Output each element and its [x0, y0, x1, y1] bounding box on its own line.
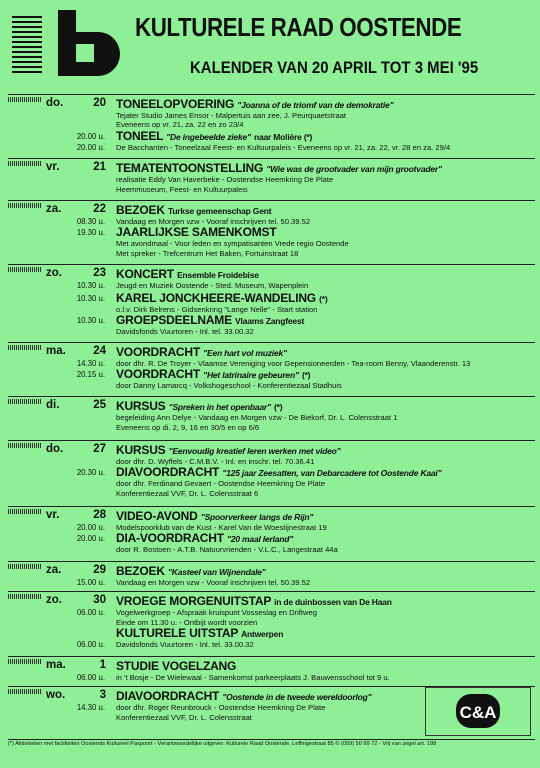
event-detail: Vogelwerkgroep - Afspraak kruispunt Vosseslag en Driftweg	[116, 608, 317, 617]
event-title: VIDEO-AVOND	[116, 509, 198, 523]
event-line	[116, 313, 304, 327]
event-line	[116, 291, 327, 305]
event-subtitle: "Spreken in het openbaar"	[168, 402, 271, 412]
event-subtitle: "Joanna of de triomf van de demokratie"	[237, 100, 394, 110]
sponsor-logo-box	[425, 687, 531, 736]
footer-note: (*) Aktiviteiten met faciliteiten Oostends Kultureel Paspoort - Verantwoordelijke uitgever: Kulturele Raad Oostende, Leffingestraat 85 © (059) 50 99 72 - Vrij van zegel art. 198	[8, 739, 535, 747]
event-detail: door dhr. Ferdinand Gevaert - Oostendse Heemkring De Plate	[116, 479, 325, 488]
day-date: 27	[93, 443, 106, 455]
event-detail: Tejater Studio James Ensor - Malpertuis aan zee, J. Peurquaetstraat	[116, 111, 347, 120]
event-line	[116, 659, 236, 673]
event-subtitle: "Een hart vol muziek"	[203, 348, 287, 358]
event-time: 08.30 u.	[76, 217, 105, 226]
event-time: 14.30 u.	[76, 359, 105, 368]
day-date: 22	[93, 203, 106, 215]
day-weekday: vr.	[46, 509, 60, 521]
event-detail: o.l.v. Dirk Belrens - Gidsenkring "Lange Nelle" - Start station	[116, 305, 318, 314]
kro-logo	[12, 10, 130, 76]
event-detail: Vandaag en Morgen vzw - Vooraf inschrijven tel. 50.39.52	[116, 217, 311, 226]
event-detail: Eveneens op di. 2, 9, 16 en 30/5 en op 6/6	[116, 423, 260, 432]
day-weekday: vr.	[46, 161, 60, 173]
event-detail: Heemmuseum, Feest- en Kultuurpaleis	[116, 185, 248, 194]
event-title: DIA-VOORDRACHT	[116, 531, 224, 545]
event-line	[116, 564, 266, 578]
day-weekday: wo.	[46, 689, 66, 701]
event-time: 06.00 u.	[76, 640, 105, 649]
event-extra: in de duinbossen van De Haan	[274, 597, 392, 607]
event-time: 20.15 u.	[76, 370, 105, 379]
event-title: TONEELOPVOERING	[116, 97, 235, 111]
event-time: 20.30 u.	[76, 468, 105, 477]
page-subtitle: KALENDER VAN 20 APRIL TOT 3 MEI '95	[190, 58, 479, 77]
day-date: 20	[93, 97, 106, 109]
event-extra: Turkse gemeenschap Gent	[167, 206, 272, 216]
day-date: 30	[93, 594, 106, 606]
event-title: TEMATENTOONSTELLING	[116, 161, 264, 175]
event-extra: naar Molière (*)	[253, 132, 313, 142]
event-time: 20.00 u.	[76, 132, 105, 141]
event-title: JAARLIJKSE SAMENKOMST	[116, 225, 277, 239]
event-subtitle: "Oostende in de tweede wereldoorlog"	[222, 692, 372, 702]
event-title: DIAVOORDRACHT	[116, 465, 220, 479]
event-detail: door dhr. D. Wyffels - C.M.B.V. - Inl. en inschr. tel. 70.36.41	[116, 457, 315, 466]
day-weekday: za.	[46, 203, 62, 215]
event-line	[116, 129, 312, 143]
event-title: DIAVOORDRACHT	[116, 689, 220, 703]
event-title: GROEPSDEELNAME	[116, 313, 232, 327]
event-detail: Davidsfonds Vuurtoren - Inl. tel. 33.00.32	[116, 640, 254, 649]
event-extra: (*)	[319, 294, 328, 304]
event-title: KONCERT	[116, 267, 174, 281]
event-line	[116, 443, 341, 457]
event-detail: De Bacchanten - Toneelzaal Feest- en Kultuurpaleis - Eveneens op vr. 21, za. 22, vr. 28 en za. 29/4	[116, 143, 451, 152]
event-subtitle: "20 maal Ierland"	[227, 534, 294, 544]
event-time: 10.30 u.	[76, 294, 105, 303]
event-subtitle: "De ingebeelde zieke"	[166, 132, 251, 142]
page-title: KULTURELE RAAD OOSTENDE	[135, 12, 462, 42]
event-line	[116, 594, 392, 608]
event-detail: Konferentiezaal VVF, Dr. L. Colensstraat 6	[116, 489, 259, 498]
event-line	[116, 267, 259, 281]
event-extra: Ensemble Froidebise	[177, 270, 259, 280]
day-weekday: di.	[46, 399, 60, 411]
event-title: VOORDRACHT	[116, 367, 200, 381]
event-detail: in 't Bosje - De Wielewaal - Samenkomst parkeerplaats J. Bauwensschool tot 9 u.	[116, 673, 390, 682]
event-time: 20.00 u.	[76, 143, 105, 152]
event-extra: Vlaams Zangfeest	[235, 316, 305, 326]
event-line	[116, 689, 372, 703]
event-line	[116, 345, 287, 359]
event-title: BEZOEK	[116, 203, 165, 217]
day-date: 21	[93, 161, 106, 173]
day-weekday: do.	[46, 97, 64, 109]
day-weekday: ma.	[46, 345, 66, 357]
event-detail: Met spreker - Trefcentrum Het Baken, Fortuinstraat 18	[116, 249, 299, 258]
event-time: 20.00 u.	[76, 523, 105, 532]
day-date: 1	[99, 659, 106, 671]
day-date: 29	[93, 564, 106, 576]
event-line	[116, 509, 313, 523]
c-and-a-logo	[426, 688, 530, 735]
event-title: STUDIE VOGELZANG	[116, 659, 237, 673]
day-weekday: zo.	[46, 594, 62, 606]
event-time: 10.30 u.	[76, 316, 105, 325]
sponsor-logo-text: C&A	[459, 703, 497, 722]
event-time: 20.00 u.	[76, 534, 105, 543]
event-detail: door dhr. Roger Reunbrouck - Oostendse Heemkring De Plate	[116, 703, 326, 712]
event-detail: Konferentiezaal VVF, Dr. L. Colensstraat	[116, 713, 252, 722]
event-subtitle: "125 jaar Zeesatten, van Debarcadere tot Oostende Kaai"	[222, 468, 442, 478]
event-subtitle: "Eenvoudig kreatief leren werken met video"	[168, 446, 341, 456]
event-title: KULTURELE UITSTAP	[116, 626, 238, 640]
event-detail: Met avondmaal - Voor leden en sympatisanten Vrede regio Oostende	[116, 239, 349, 248]
event-title: KURSUS	[116, 399, 166, 413]
event-line	[116, 465, 441, 479]
event-line	[116, 531, 293, 545]
event-time: 06.00 u.	[76, 608, 105, 617]
day-date: 3	[99, 689, 106, 701]
event-subtitle: "Wie was de grootvader van mijn grootvader"	[266, 164, 442, 174]
event-line	[116, 225, 276, 239]
event-line	[116, 367, 310, 381]
event-detail: door Danny Lamarcq - Volkshogeschool - Konferentiezaal Stadhuis	[116, 381, 342, 390]
day-date: 28	[93, 509, 106, 521]
event-time: 10.30 u.	[76, 281, 105, 290]
event-detail: realisatie Eddy Van Haverbeke - Oostendse Heemkring De Plate	[116, 175, 334, 184]
day-weekday: za.	[46, 564, 62, 576]
event-title: VOORDRACHT	[116, 345, 200, 359]
day-date: 24	[93, 345, 106, 357]
event-line	[116, 399, 282, 413]
event-detail: Vandaag en Morgen vzw - Vooraf inschrijven tel. 50.39.52	[116, 578, 311, 587]
event-line	[116, 161, 442, 175]
event-detail: begeleiding Ann Delye - Vandaag en Morgen vzw - De Biekorf, Dr. L. Colensstraat 1	[116, 413, 398, 422]
event-extra: (*)	[301, 370, 311, 380]
day-weekday: do.	[46, 443, 64, 455]
event-detail: Jeugd en Muziek Oostende - Sted. Museum, Wapenplein	[116, 281, 309, 290]
event-line	[116, 626, 283, 640]
event-time: 14.30 u.	[76, 703, 105, 712]
event-title: KURSUS	[116, 443, 166, 457]
event-subtitle: "Het latrinaire gebeuren"	[203, 370, 299, 380]
event-time: 15.00 u.	[76, 578, 105, 587]
day-weekday: zo.	[46, 267, 62, 279]
event-detail: door dhr. R. De Troyer - Vlaamse Vereniging voor Gepensioneerden - Tea-room Benny, Vlaanderenstr. 13	[116, 359, 471, 368]
day-weekday: ma.	[46, 659, 66, 671]
event-detail: Eveneens op vr. 21, za. 22 en zo 23/4	[116, 120, 244, 129]
event-title: TONEEL	[116, 129, 164, 143]
event-detail: Einde om 11.30 u. - Ontbijt wordt voorzien	[116, 618, 258, 627]
event-time: 06.00 u.	[76, 673, 105, 682]
event-extra: Antwerpen	[241, 629, 284, 639]
event-title: BEZOEK	[116, 564, 165, 578]
event-detail: Modelspoorklub van de Kust - Karel Van de Woestijnestraat 19	[116, 523, 327, 532]
event-line	[116, 97, 393, 111]
event-extra: (*)	[274, 402, 283, 412]
event-title: VROEGE MORGENUITSTAP	[116, 594, 271, 608]
day-date: 25	[93, 399, 106, 411]
event-detail: Davidsfonds Vuurtoren - Inl. tel. 33.00.32	[116, 327, 254, 336]
event-subtitle: "Kasteel van Wijnendale"	[167, 567, 266, 577]
event-subtitle: "Spoorverkeer langs de Rijn"	[200, 512, 314, 522]
day-date: 23	[93, 267, 106, 279]
event-line	[116, 203, 271, 217]
event-detail: door R. Bostoen - A.T.B. Natuurvrienden - V.L.C., Langestraat 44a	[116, 545, 338, 554]
event-time: 19.30 u.	[76, 228, 105, 237]
event-title: KAREL JONCKHEERE-WANDELING	[116, 291, 316, 305]
